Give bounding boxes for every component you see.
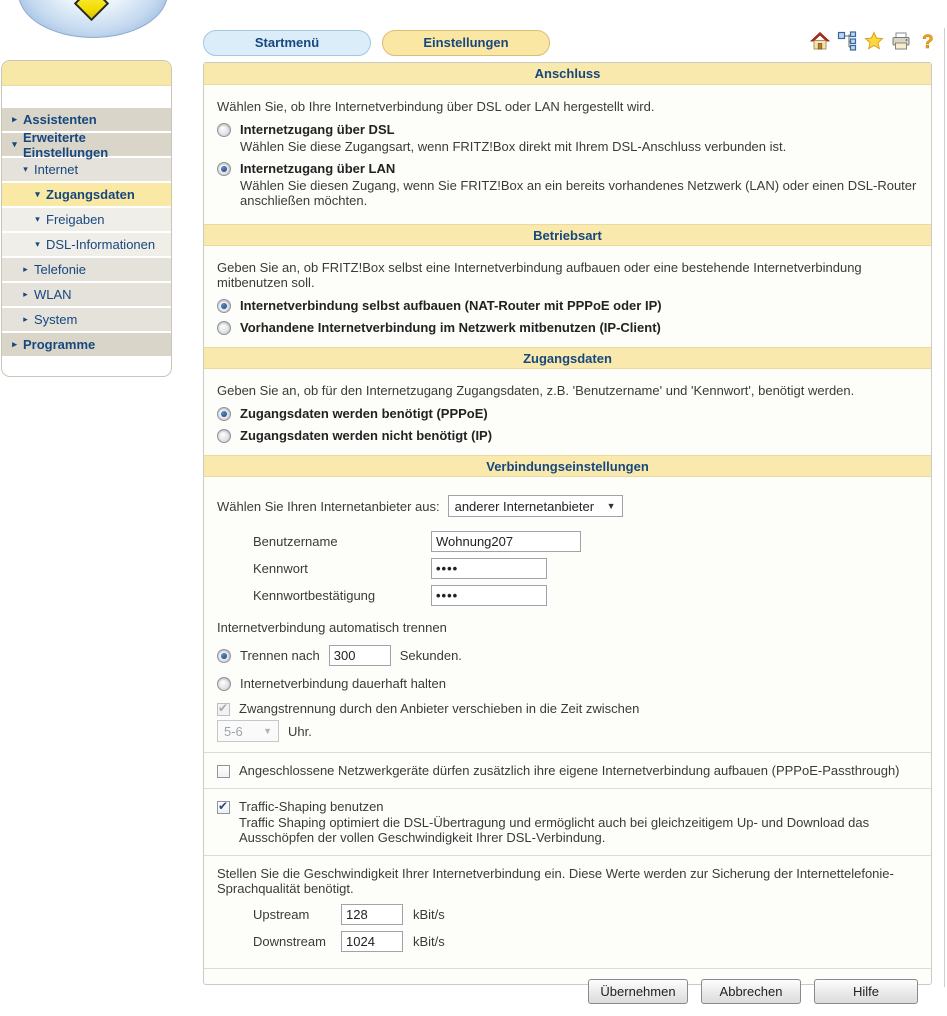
checkbox-zwangstrennung: [217, 703, 230, 716]
provider-label: Wählen Sie Ihren Internetanbieter aus:: [217, 498, 440, 514]
radio-label[interactable]: Internetzugang über LAN: [240, 161, 396, 176]
sidebar-item-wlan[interactable]: [2, 283, 171, 306]
radio-ip-client[interactable]: [217, 321, 231, 335]
option-description: Wählen Sie diesen Zugang, wenn Sie FRITZ!Box an ein bereits vorhandenes Netzwerk (LAN) oder einen DSL-Router anschließen möchten.: [240, 178, 917, 208]
toolbar-icons: [810, 31, 938, 51]
radio-label[interactable]: Zugangsdaten werden benötigt (PPPoE): [240, 406, 488, 421]
sidebar-item-label: System: [34, 312, 78, 327]
help-icon[interactable]: [918, 31, 938, 51]
page-right-edge: [944, 28, 945, 987]
sidebar-item-assistenten[interactable]: [2, 108, 171, 131]
chevron-down-icon: ▾: [35, 214, 40, 224]
sidebar-item-label: WLAN: [34, 287, 72, 302]
radio-label[interactable]: Internetzugang über DSL: [240, 122, 395, 137]
radio-internetzugang-dsl[interactable]: [217, 123, 231, 137]
keep-connection-label[interactable]: Internetverbindung dauerhaft halten: [240, 676, 446, 691]
chevron-right-icon: ▸: [23, 289, 28, 299]
main-panel: [203, 62, 932, 999]
downstream-input[interactable]: [341, 931, 403, 952]
traffic-shaping-description: Traffic Shaping optimiert die DSL-Übertragung und ermöglicht auch bei gleichzeitigem Up- und Download das Ausschöpfen der vollen Geschwindigkeit Ihrer DSL-Verbindung.: [239, 815, 870, 845]
favorites-star-icon[interactable]: [864, 31, 884, 51]
section-header-verbindungseinstellungen: Verbindungseinstellungen: [204, 455, 931, 477]
dropdown-arrow-icon: ▼: [606, 501, 616, 511]
sidebar-item-programme[interactable]: [2, 333, 171, 356]
section-header-betriebsart: Betriebsart: [204, 224, 931, 246]
traffic-shaping-label[interactable]: Traffic-Shaping benutzen: [239, 799, 384, 814]
chevron-right-icon: ▸: [23, 264, 28, 274]
sidebar-item-label: Zugangsdaten: [46, 187, 135, 202]
chevron-right-icon: ▸: [12, 114, 17, 124]
anschluss-intro: Wählen Sie, ob Ihre Internetverbindung über DSL oder LAN hergestellt wird.: [217, 99, 655, 114]
radio-label[interactable]: Vorhandene Internetverbindung im Netzwerk mitbenutzen (IP-Client): [240, 320, 661, 335]
tab-startmenu[interactable]: Startmenü: [203, 30, 371, 56]
sidebar-gap: [2, 86, 171, 106]
sidebar-item-label: DSL-Informationen: [46, 237, 156, 252]
chevron-down-icon: ▾: [35, 239, 40, 249]
svg-text:?: ?: [922, 32, 934, 53]
username-input[interactable]: [431, 531, 581, 552]
sidebar-item-zugangsdaten[interactable]: [2, 183, 171, 206]
sidebar-header-bar: [2, 61, 171, 86]
password-confirm-label: Kennwortbestätigung: [253, 588, 376, 603]
zugangsdaten-intro: Geben Sie an, ob für den Internetzugang Zugangsdaten, z.B. 'Benutzername' und 'Kennwort', benötigt werden.: [217, 383, 855, 398]
radio-zugangsdaten-nicht-benoetigt[interactable]: [217, 429, 231, 443]
top-tabs: [203, 30, 550, 56]
forced-time-value: 5-6: [224, 723, 243, 739]
help-button[interactable]: Hilfe: [814, 979, 918, 1004]
chevron-right-icon: ▸: [23, 314, 28, 324]
auto-disconnect-heading: Internetverbindung automatisch trennen: [217, 620, 447, 635]
dropdown-arrow-icon: ▼: [263, 726, 272, 736]
chevron-down-icon: ▾: [12, 139, 17, 149]
sidebar-item-telefonie[interactable]: [2, 258, 171, 281]
chevron-down-icon: ▾: [23, 164, 28, 174]
password-label: Kennwort: [253, 561, 308, 576]
sidebar-item-system[interactable]: [2, 308, 171, 331]
chevron-right-icon: ▸: [12, 339, 17, 349]
home-icon[interactable]: [810, 31, 830, 51]
apply-button[interactable]: Übernehmen: [588, 979, 688, 1004]
sidebar-item-freigaben[interactable]: [2, 208, 171, 231]
section-header-zugangsdaten: Zugangsdaten: [204, 347, 931, 369]
print-icon[interactable]: [891, 31, 911, 51]
section-header-anschluss: Anschluss: [204, 63, 931, 85]
radio-nat-router[interactable]: [217, 299, 231, 313]
downstream-label: Downstream: [253, 934, 326, 949]
sidebar-nav: [1, 60, 172, 377]
password-input[interactable]: [431, 558, 547, 579]
radio-dauerhaft-halten[interactable]: [217, 677, 231, 691]
provider-select[interactable]: [448, 495, 623, 517]
radio-label[interactable]: Zugangsdaten werden nicht benötigt (IP): [240, 428, 493, 443]
checkbox-pppoe-passthrough[interactable]: [217, 765, 230, 778]
divider: [204, 788, 931, 789]
action-button-row: [204, 968, 931, 1016]
sidebar-item-label: Erweiterte Einstellungen: [23, 129, 109, 160]
option-description: Wählen Sie diese Zugangsart, wenn FRITZ!Box direkt mit Ihrem DSL-Anschluss verbunden ist.: [240, 139, 787, 154]
divider: [204, 855, 931, 856]
sidebar-item-label: Internet: [34, 162, 79, 177]
section-betriebsart: [204, 246, 931, 347]
betriebsart-intro: Geben Sie an, ob FRITZ!Box selbst eine Internetverbindung aufbauen oder eine bestehende Internetverbindung mitbenutzen soll.: [217, 260, 862, 290]
section-zugangsdaten: [204, 369, 931, 455]
sidebar-item-label: Programme: [23, 337, 96, 352]
upstream-label: Upstream: [253, 907, 310, 922]
sidebar-item-dsl-informationen[interactable]: [2, 233, 171, 256]
sidebar-item-label: Freigaben: [46, 212, 105, 227]
disconnect-seconds-input[interactable]: [329, 645, 391, 666]
pppoe-passthrough-label[interactable]: Angeschlossene Netzwerkgeräte dürfen zusätzlich ihre eigene Internetverbindung aufbauen (PPPoE-Passthrough): [239, 763, 900, 778]
fritz-logo: [12, 0, 176, 44]
radio-internetzugang-lan[interactable]: [217, 162, 231, 176]
speed-intro: Stellen Sie die Geschwindigkeit Ihrer Internetverbindung ein. Diese Werte werden zur Sicherung der Internettelefonie-Sprachqualität benötigt.: [217, 866, 894, 896]
sidebar-item-erweiterte-einstellungen[interactable]: [2, 129, 171, 160]
downstream-unit-label: kBit/s: [413, 934, 445, 949]
username-label: Benutzername: [253, 534, 338, 549]
upstream-unit-label: kBit/s: [413, 907, 445, 922]
cancel-button[interactable]: Abbrechen: [701, 979, 801, 1004]
disconnect-after-label[interactable]: Trennen nach: [240, 648, 320, 663]
radio-trennen-nach[interactable]: [217, 649, 231, 663]
uhr-suffix-label: Uhr.: [288, 723, 312, 739]
section-verbindungseinstellungen: [204, 477, 931, 968]
provider-selected-value: anderer Internetanbieter: [454, 498, 595, 514]
sidebar-item-label: Assistenten: [23, 112, 97, 127]
password-confirm-input[interactable]: [431, 585, 547, 606]
sidebar-item-internet[interactable]: [2, 158, 171, 181]
radio-label[interactable]: Internetverbindung selbst aufbauen (NAT-Router mit PPPoE oder IP): [240, 298, 662, 313]
radio-zugangsdaten-benoetigt[interactable]: [217, 407, 231, 421]
upstream-input[interactable]: [341, 904, 403, 925]
chevron-down-icon: ▾: [35, 189, 40, 199]
sidebar-item-label: Telefonie: [34, 262, 87, 277]
tab-einstellungen[interactable]: Einstellungen: [382, 30, 550, 56]
checkbox-traffic-shaping[interactable]: [217, 801, 230, 814]
section-anschluss: [204, 85, 931, 224]
divider: [204, 752, 931, 753]
forced-disconnect-label: Zwangstrennung durch den Anbieter verschieben in die Zeit zwischen: [239, 701, 640, 716]
seconds-suffix-label: Sekunden.: [399, 648, 462, 663]
sitemap-icon[interactable]: [837, 31, 857, 51]
forced-disconnect-time-select: [217, 720, 279, 742]
